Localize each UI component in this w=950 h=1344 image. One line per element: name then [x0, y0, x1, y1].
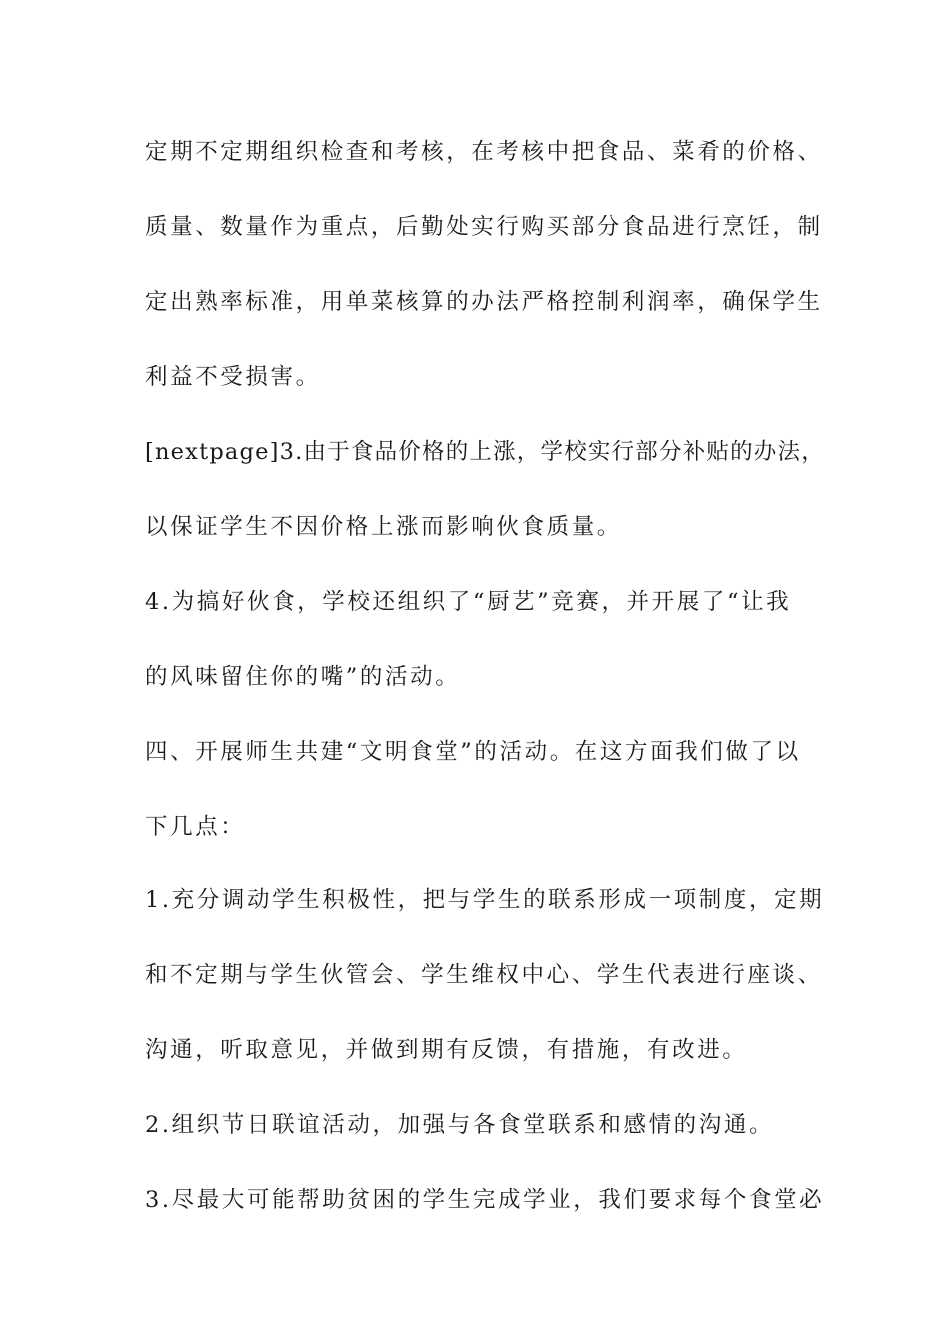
paragraph-line: 2.组织节日联谊活动，加强与各食堂联系和感情的沟通。	[145, 1112, 775, 1138]
paragraph-line: 以保证学生不因价格上涨而影响伙食质量。	[145, 514, 622, 540]
paragraph-line: 质量、数量作为重点，后勤处实行购买部分食品进行烹饪，制	[145, 214, 823, 240]
paragraph-line: 定出熟率标准，用单菜核算的办法严格控制利润率，确保学生	[145, 289, 823, 315]
paragraph-line: 沟通，听取意见，并做到期有反馈，有措施，有改进。	[145, 1037, 748, 1063]
paragraph-line: 和不定期与学生伙管会、学生维权中心、学生代表进行座谈、	[145, 962, 823, 988]
paragraph-line: 四、开展师生共建“文明食堂”的活动。在这方面我们做了以	[145, 739, 801, 765]
paragraph-line: 4.为搞好伙食，学校还组织了“厨艺”竞赛，并开展了“让我	[145, 589, 792, 615]
paragraph-line: 1.充分调动学生积极性，把与学生的联系形成一项制度，定期	[145, 887, 825, 913]
paragraph-line: 定期不定期组织检查和考核，在考核中把食品、菜肴的价格、	[145, 139, 823, 165]
paragraph-line: 的风味留住你的嘴”的活动。	[145, 664, 461, 690]
paragraph-line: 利益不受损害。	[145, 364, 321, 390]
paragraph-line: 3.尽最大可能帮助贫困的学生完成学业，我们要求每个食堂必	[145, 1187, 825, 1213]
paragraph-line: [nextpage]3.由于食品价格的上涨，学校实行部分补贴的办法，	[145, 439, 825, 465]
paragraph-line: 下几点：	[145, 814, 246, 840]
